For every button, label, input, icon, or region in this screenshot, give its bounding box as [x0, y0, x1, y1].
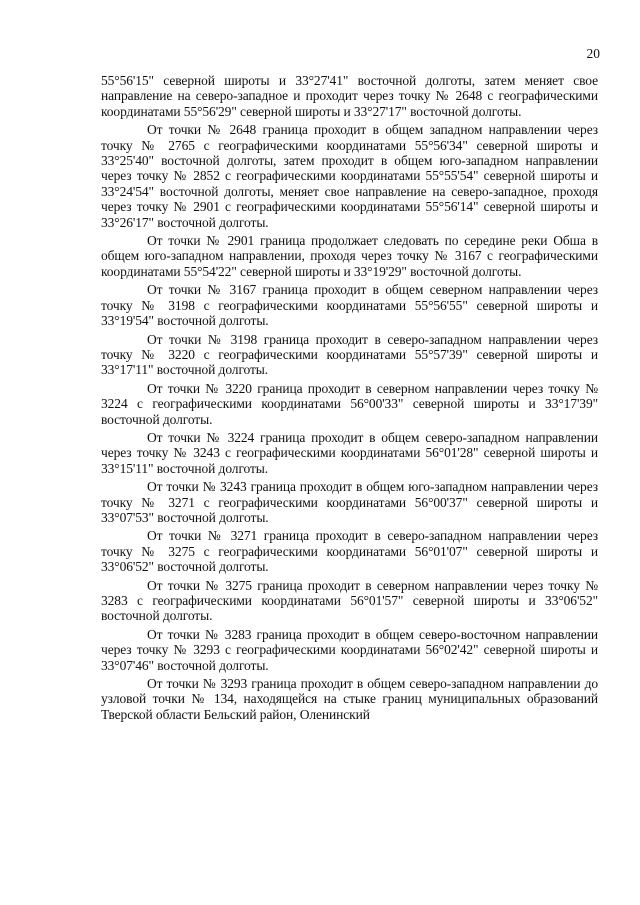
paragraph-point-3167: От точки № 3167 граница проходит в общем северном направлении через точку № 3198 с географическими координатами 55°56'55" северной широты и 33°19'54" восточной долготы.: [101, 282, 598, 329]
paragraph-point-3293: От точки № 3293 граница проходит в общем северо-западном направлении до узловой точки № 134, находящейся на стыке границ муниципальных образований Тверской области Бельский район, Оленинский: [101, 676, 598, 722]
paragraph-point-3243: От точки № 3243 граница проходит в общем юго-западном направлении через точку № 3271 с географическими координатами 56°00'37" северной широты и 33°07'53" восточной долготы.: [101, 479, 598, 525]
paragraph-point-3198: От точки № 3198 граница проходит в северо-западном направлении через точку № 3220 с географическими координатами 55°57'39" северной широты и 33°17'11" восточной долготы.: [101, 331, 598, 378]
paragraph-continuation: 55°56'15" северной широты и 33°27'41" восточной долготы, затем меняет свое направление на северо-западное и проходит через точку № 2648 с географическими координатами 55°56'29" северной широты и 33°27'17" восточной долготы.: [101, 73, 598, 119]
document-body: [101, 73, 598, 722]
paragraph-point-3283: От точки № 3283 граница проходит в общем северо-восточном направлении через точку № 3293 с географическими координатами 56°02'42" северной широты и 33°07'46" восточной долготы.: [101, 626, 598, 673]
paragraph-point-2901: От точки № 2901 граница продолжает следовать по середине реки Обша в общем юго-западном направлении, проходя через точку № 3167 с географическими координатами 55°54'22" северной широты и 33°19'29" восточной долготы.: [101, 233, 598, 279]
paragraph-point-3224: От точки № 3224 граница проходит в общем северо-западном направлении через точку № 3243 с географическими координатами 56°01'28" северной широты и 33°15'11" восточной долготы.: [101, 429, 598, 476]
page-number: 20: [586, 46, 600, 61]
paragraph-point-3220: От точки № 3220 граница проходит в северном направлении через точку № 3224 с географическими координатами 56°00'33" северной широты и 33°17'39" восточной долготы.: [101, 380, 598, 427]
paragraph-point-2648: От точки № 2648 граница проходит в общем западном направлении через точку № 2765 с географическими координатами 55°56'34" северной широты и 33°25'40" восточной долготы, затем проходит в общем юго-западном направлении через точку № 2852 с географическими координатами 55°55'54" северной широты и 33°24'54" восточной долготы, меняет свое направление на северо-западное, проходя через точку № 2901 с географическими координатами 55°56'14" северной широты и 33°26'17" восточной долготы.: [101, 122, 598, 230]
paragraph-point-3275: От точки № 3275 граница проходит в северном направлении через точку № 3283 с географическими координатами 56°01'57" северной широты и 33°06'52" восточной долготы.: [101, 577, 598, 624]
paragraph-point-3271: От точки № 3271 граница проходит в северо-западном направлении через точку № 3275 с географическими координатами 56°01'07" северной широты и 33°06'52" восточной долготы.: [101, 528, 598, 575]
